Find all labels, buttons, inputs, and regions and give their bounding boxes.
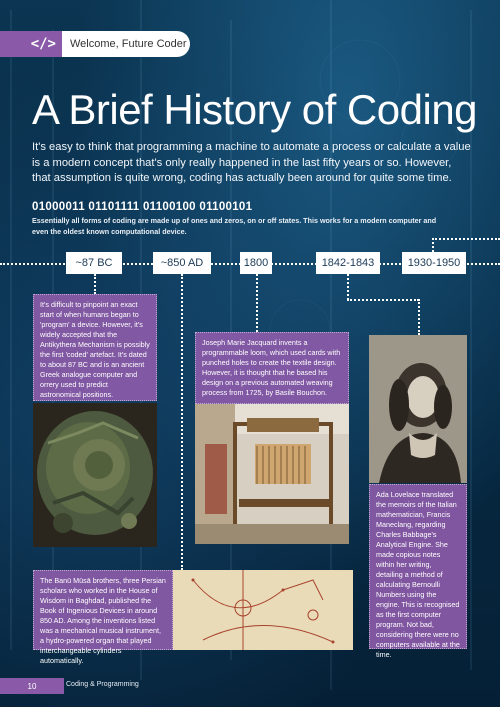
jacquard-text: Joseph Marie Jacquard invents a programmable loom, which used cards with punched holes to create the textile design. However, it is thought that he based his design on a previous automated weaving process from 1725, by Basile Bouchon. <box>202 338 341 397</box>
banu-musa-card <box>33 570 173 665</box>
essential-paragraph: Essentially all forms of coding are made up of ones and zeros, on or off states. This works for a modern computer and even the oldest known computational device. <box>32 216 437 236</box>
timeline-connector <box>347 299 419 301</box>
page-number: 10 <box>27 681 37 691</box>
timeline-connector <box>181 274 183 570</box>
antikythera-text: It's difficult to pinpoint an exact start of when humans began to 'program' a device. However, it's widely accepted that the Antikythera Mechanism is possibly the first 'coded' artefact. It's dated to about 87 BC and is an ancient Greek analogue computer and orrery used to predict astronomical positions. <box>40 300 150 399</box>
antikythera-mechanism-image <box>33 403 157 547</box>
date-87bc: ~87 BC <box>66 252 122 274</box>
date-1842: 1842-1843 <box>316 252 380 274</box>
page-title: A Brief History of Coding <box>32 86 478 133</box>
timeline-connector <box>94 274 96 294</box>
intro-paragraph: It's easy to think that programming a machine to automate a process or calculate a value is a modern concept that's only really happened in the last fifty years or so. However, that assumption is quite wrong, coding has actually been around for quite some time. <box>32 141 471 184</box>
timeline-connector <box>432 238 500 240</box>
banu-musa-text: The Banū Mūsā brothers, three Persian scholars who worked in the House of Wisdom in Baghdad, published the Book of Ingenious Devices in around 850 AD. Among the inventions listed was a mechanical musical instrument, a hydro-powered organ that played interchangeable cylinders automatically. <box>40 576 166 665</box>
timeline-connector <box>256 274 258 332</box>
footer-section-label: Coding & Programming <box>66 681 139 688</box>
antikythera-card <box>33 294 157 401</box>
ada-lovelace-card <box>369 484 467 659</box>
date-1930: 1930-1950 <box>402 252 466 274</box>
date-1800: 1800 <box>240 252 272 274</box>
jacquard-loom-image <box>195 404 349 544</box>
timeline-connector <box>347 274 349 300</box>
ada-lovelace-text: Ada Lovelace translated the memoirs of the Italian mathematician, Francis Maneclang, regarding Charles Babbage's Analytical Engine. She made copious notes within her writing, detailing a method of calculating Bernoulli Numbers using the engine. This is recognised as the first computer program. Not bad, considering there were no computers available at the time. <box>376 490 460 659</box>
date-850ad: ~850 AD <box>153 252 211 274</box>
code-icon: </> <box>0 31 62 57</box>
section-label: Welcome, Future Coder <box>70 38 187 50</box>
jacquard-card <box>195 332 349 404</box>
section-header-tab <box>0 31 190 57</box>
binary-text: 01000011 01101111 01100100 01100101 <box>32 201 253 213</box>
timeline-connector <box>418 299 420 335</box>
ingenious-devices-diagram <box>173 570 353 650</box>
page-number-tab <box>0 678 64 694</box>
ada-lovelace-portrait <box>369 335 467 483</box>
timeline-connector <box>432 238 434 252</box>
